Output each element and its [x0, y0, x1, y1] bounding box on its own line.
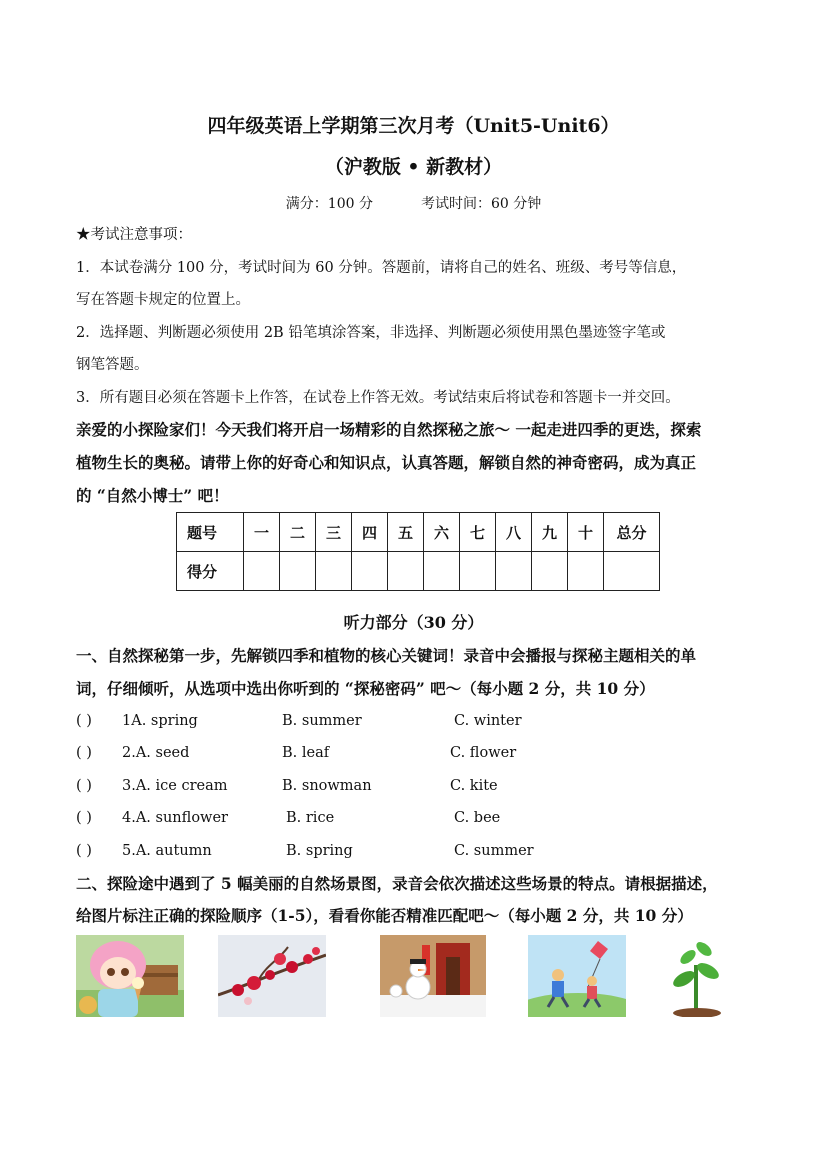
part2-instruction: 二、探险途中遇到了 5 幅美丽的自然场景图，录音会依次描述这些场景的特点。请根据描述， [76, 874, 718, 893]
score-table-score-row [177, 552, 660, 591]
score-cell [244, 552, 280, 591]
table-cell: 四 [352, 513, 388, 552]
option-a: 3.A. ice cream [122, 778, 228, 794]
exam-meta [0, 193, 827, 213]
table-cell: 得分 [177, 552, 244, 591]
option-c: C. kite [450, 778, 498, 794]
table-cell: 六 [424, 513, 460, 552]
exam-title: 四年级英语上学期第三次月考（Unit5-Unit6） [207, 115, 620, 137]
option-a: 4.A. sunflower [122, 810, 228, 826]
score-cell [532, 552, 568, 591]
notes-line: 2．选择题、判断题必须使用 2B 铅笔填涂答案，非选择、判断题必须使用黑色墨迹签字笔或 [76, 325, 666, 341]
notes-line: 3．所有题目必须在答题卡上作答，在试卷上作答无效。考试结束后将试卷和答题卡一并交回。 [76, 390, 680, 406]
option-b: B. spring [286, 843, 353, 859]
table-cell: 一 [244, 513, 280, 552]
scene-image-child-icecream [76, 935, 184, 1017]
score-table [176, 512, 660, 591]
part1-instruction: 词，仔细倾听，从选项中选出你听到的 “探秘密码” 吧～（每小题 2 分，共 10 分） [76, 679, 655, 698]
score-cell [316, 552, 352, 591]
option-c: C. winter [454, 713, 522, 729]
score-cell [388, 552, 424, 591]
answer-blank[interactable]: ( ) [76, 778, 92, 794]
table-cell: 总分 [604, 513, 660, 552]
score-cell [604, 552, 660, 591]
option-b: B. leaf [282, 745, 330, 761]
part2-instruction: 给图片标注正确的探险顺序（1-5），看看你能否精准匹配吧～（每小题 2 分，共 10 分） [76, 906, 693, 925]
exam-time: 考试时间：60 分钟 [420, 196, 542, 212]
score-cell [352, 552, 388, 591]
intro-line: 植物生长的奥秘。请带上你的好奇心和知识点，认真答题，解锁自然的神奇密码，成为真正 [76, 453, 697, 472]
option-a: 1A. spring [122, 713, 198, 729]
answer-blank[interactable]: ( ) [76, 810, 92, 826]
table-cell: 五 [388, 513, 424, 552]
answer-blank[interactable]: ( ) [76, 745, 92, 761]
table-cell: 题号 [177, 513, 244, 552]
table-cell: 九 [532, 513, 568, 552]
option-c: C. bee [454, 810, 501, 826]
notes-line: 1．本试卷满分 100 分，考试时间为 60 分钟。答题前，请将自己的姓名、班级、考号等信息， [76, 260, 687, 276]
scene-image-seedling [668, 935, 726, 1017]
intro-line: 的 “自然小博士” 吧！ [76, 486, 229, 505]
intro-line: 亲爱的小探险家们！今天我们将开启一场精彩的自然探秘之旅～ 一起走进四季的更迭，探索 [76, 420, 702, 439]
score-cell [280, 552, 316, 591]
answer-blank[interactable]: ( ) [76, 713, 92, 729]
option-b: B. summer [282, 713, 362, 729]
scene-image-kite [528, 935, 626, 1017]
table-cell: 八 [496, 513, 532, 552]
notes-line: 写在答题卡规定的位置上。 [76, 292, 250, 308]
scene-image-plum-blossom [218, 935, 326, 1017]
scene-image-snowman [380, 935, 486, 1017]
listening-section-title: 听力部分（30 分） [343, 613, 484, 632]
score-cell [496, 552, 532, 591]
table-cell: 十 [568, 513, 604, 552]
option-a: 5.A. autumn [122, 843, 212, 859]
notes-line: 钢笔答题。 [76, 357, 149, 373]
table-cell: 二 [280, 513, 316, 552]
table-cell: 三 [316, 513, 352, 552]
score-cell [568, 552, 604, 591]
answer-blank[interactable]: ( ) [76, 843, 92, 859]
score-cell [424, 552, 460, 591]
option-c: C. summer [454, 843, 534, 859]
table-cell: 七 [460, 513, 496, 552]
score-table-header-row [177, 513, 660, 552]
part1-instruction: 一、自然探秘第一步，先解锁四季和植物的核心关键词！录音中会播报与探秘主题相关的单 [76, 646, 697, 665]
option-c: C. flower [450, 745, 517, 761]
exam-subtitle: （沪教版 • 新教材） [324, 156, 503, 178]
full-score: 满分：100 分 [285, 196, 373, 212]
score-cell [460, 552, 496, 591]
option-b: B. snowman [282, 778, 372, 794]
notes-heading: ★考试注意事项： [76, 227, 192, 243]
option-a: 2.A. seed [122, 745, 190, 761]
option-b: B. rice [286, 810, 335, 826]
